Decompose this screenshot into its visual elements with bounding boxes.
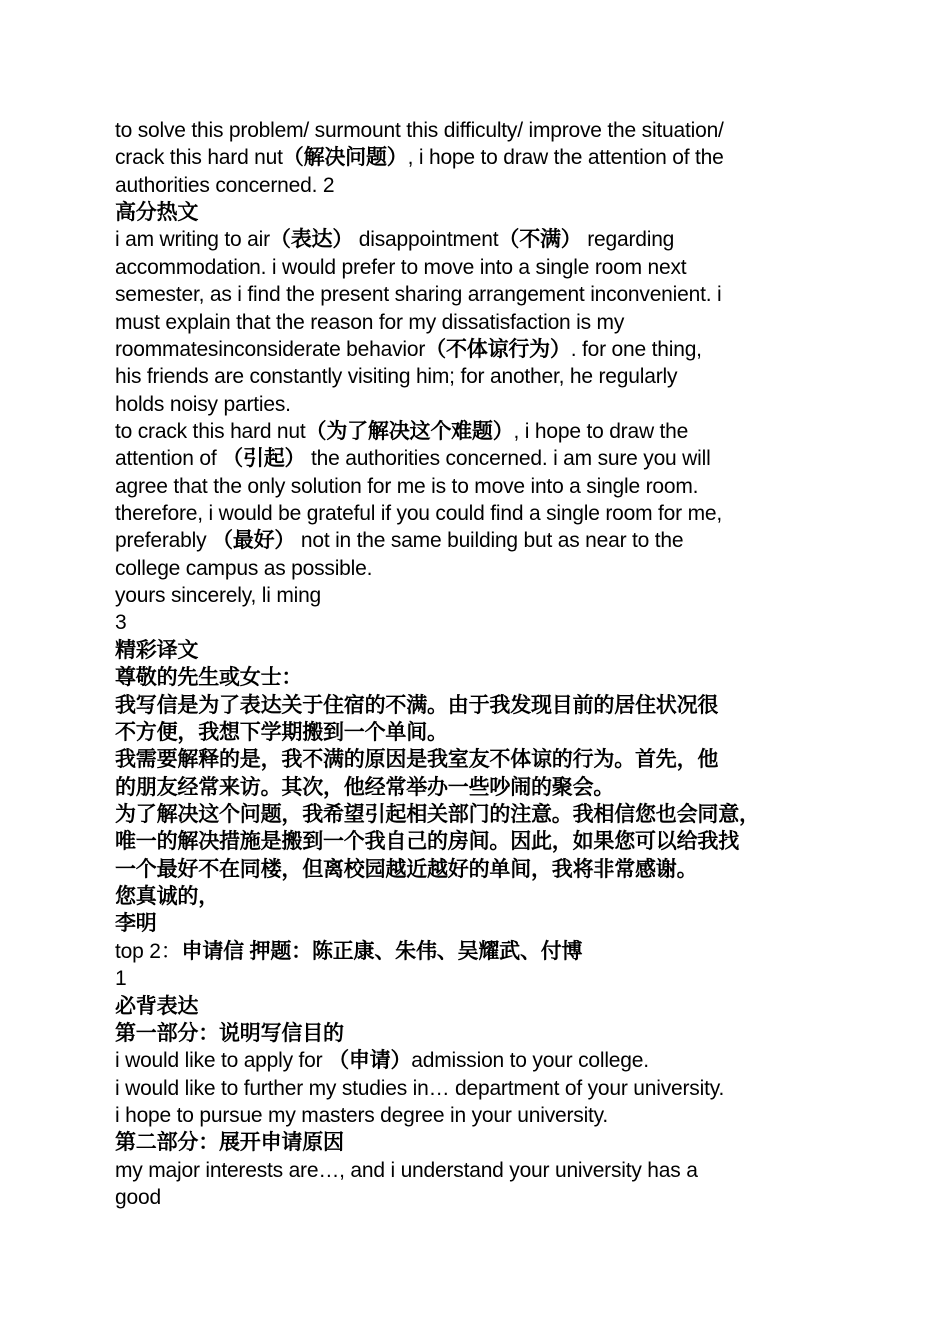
bold-text: 为了解决这个问题，我希望引起相关部门的注意。我相信您也会同意， (115, 803, 760, 826)
text: attention of (115, 447, 223, 471)
bold-text: （表达） (269, 228, 354, 252)
text-line (115, 555, 372, 582)
text: the authorities concerned. i am sure you will (305, 447, 711, 471)
text-line (115, 1102, 608, 1129)
text-line (115, 910, 157, 937)
text-line (115, 336, 702, 363)
text: top 2： (115, 939, 182, 963)
text-line (115, 1129, 344, 1156)
text-line (115, 199, 198, 226)
bold-text: 李明 (115, 912, 157, 936)
text: regarding (581, 228, 675, 252)
text-line (115, 281, 721, 308)
text: my major interests are…, and i understand your university has a (115, 1158, 698, 1182)
bold-text: 尊敬的先生或女士： (115, 666, 303, 690)
bold-text: （申请） (328, 1049, 412, 1073)
bold-text: （最好） (212, 529, 296, 553)
text: , i hope to draw the attention of the (407, 146, 724, 170)
text-line (115, 254, 686, 281)
text-line (115, 938, 582, 965)
text: therefore, i would be grateful if you could find a single room for me, (115, 502, 722, 526)
text-line (115, 1020, 344, 1047)
text-line (115, 828, 739, 855)
text: i am writing to air (115, 228, 270, 252)
text: i would like to apply for (115, 1049, 329, 1073)
text-line (115, 692, 718, 719)
text-line (115, 527, 683, 554)
text-line (115, 226, 674, 253)
text-line (115, 637, 198, 664)
text-line (115, 609, 126, 636)
text: semester, as i find the present sharing arrangement inconvenient. i (115, 283, 722, 307)
text-line (115, 801, 760, 828)
text: authorities concerned. 2 (115, 173, 335, 197)
text: to crack this hard nut (115, 419, 306, 443)
text: to solve this problem/ surmount this difficulty/ improve the situation/ (115, 119, 724, 142)
bold-text: 一个最好不在同楼，但离校园越近越好的单间，我将非常感谢。 (115, 857, 698, 881)
bold-text: 不方便，我想下学期搬到一个单间。 (115, 720, 448, 744)
bold-text: 申请信 押题：陈正康、朱伟、吴耀武、付博 (181, 939, 583, 963)
bold-text: 第二部分：展开申请原因 (115, 1131, 344, 1155)
text: must explain that the reason for my dissatisfaction is my (115, 310, 625, 334)
text: yours sincerely, li ming (115, 584, 322, 608)
bold-text: （不满） (498, 228, 582, 252)
text-line (115, 883, 219, 910)
bold-text: 我写信是为了表达关于住宿的不满。由于我发现目前的居住状况很 (115, 693, 719, 717)
bold-text: 唯一的解决措施是搬到一个我自己的房间。因此，如果您可以给我找 (115, 830, 739, 854)
bold-text: 精彩译文 (115, 638, 199, 662)
bold-text: （不体谅行为） (425, 337, 571, 361)
text-line (115, 582, 321, 609)
text-line (115, 965, 126, 992)
text-line (115, 1075, 724, 1102)
text: holds noisy parties. (115, 392, 291, 416)
text-line (115, 144, 724, 171)
bold-text: 我需要解释的是，我不满的原因是我室友不体谅的行为。首先，他 (115, 748, 719, 772)
text-line (115, 664, 302, 691)
text-line (115, 746, 718, 773)
bold-text: （为了解决这个难题） (305, 419, 514, 443)
text-line (115, 473, 698, 500)
bold-text: 的朋友经常来访。其次，他经常举办一些吵闹的聚会。 (115, 775, 615, 799)
text: . for one thing, (570, 337, 702, 361)
text-line (115, 774, 614, 801)
text-line (115, 418, 688, 445)
bold-text: （引起） (222, 447, 306, 471)
text: preferably (115, 529, 213, 553)
text-line (115, 500, 722, 527)
text: college campus as possible. (115, 556, 373, 580)
text: accommodation. i would prefer to move into a single room next (115, 255, 687, 279)
text: his friends are constantly visiting him; for another, he regularly (115, 365, 678, 389)
text: crack this hard nut (115, 146, 283, 170)
text: , i hope to draw the (513, 419, 689, 443)
text-line (115, 1184, 161, 1211)
text-line (115, 1047, 649, 1074)
text: not in the same building but as near to the (295, 529, 684, 553)
text: admission to your college. (411, 1049, 649, 1073)
text-line (115, 719, 448, 746)
text: roommatesinconsiderate behavior (115, 337, 426, 361)
text: i would like to further my studies in… department of your university. (115, 1076, 725, 1100)
text: 1 (115, 967, 127, 991)
bold-text: （解决问题） (282, 146, 408, 170)
bold-text: 高分热文 (115, 201, 199, 225)
text-line (115, 309, 624, 336)
text-line (115, 391, 291, 418)
text-line (115, 117, 724, 144)
text: disappointment (353, 228, 499, 252)
text: agree that the only solution for me is to move into a single room. (115, 474, 699, 498)
text-line (115, 993, 198, 1020)
text: good (115, 1186, 161, 1210)
text-line (115, 856, 697, 883)
text: i hope to pursue my masters degree in your university. (115, 1103, 609, 1127)
bold-text: 第一部分：说明写信目的 (115, 1021, 344, 1045)
text-line (115, 172, 334, 199)
text-line (115, 363, 677, 390)
text-line (115, 445, 711, 472)
text-line (115, 1157, 698, 1184)
text: 3 (115, 611, 127, 635)
bold-text: 您真诚的， (115, 885, 219, 909)
bold-text: 必背表达 (115, 994, 199, 1018)
